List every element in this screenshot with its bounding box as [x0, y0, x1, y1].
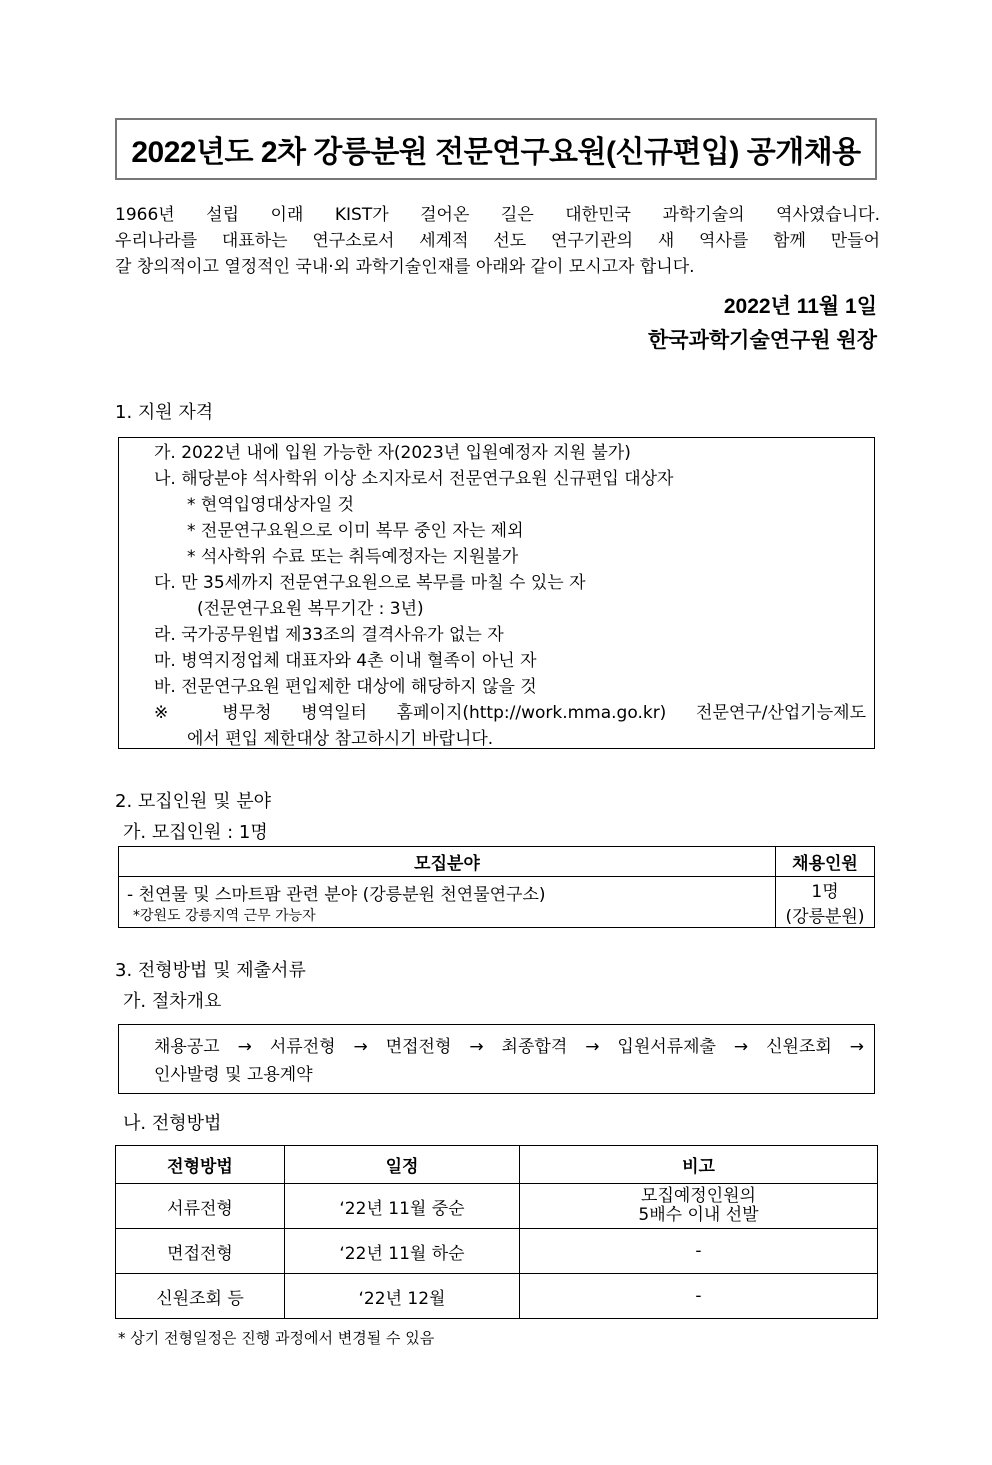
notice-item: ※ 병무청 병역일터 홈페이지(http://work.mma.go.kr) 전문연구/산업기능제도: [154, 703, 866, 723]
qualification-subitem: * 현역입영대상자일 것: [187, 495, 355, 515]
note-line: 5배수 이내 선발: [638, 1205, 759, 1225]
intro-line: 갈 창의적이고 열정적인 국내·외 과학기술인재를 아래와 같이 모시고자 합니다.: [115, 257, 695, 277]
qualification-item: 가. 2022년 내에 입원 가능한 자(2023년 입원예정자 지원 불가): [154, 443, 631, 463]
qualification-item: 마. 병역지정업체 대표자와 4촌 이내 혈족이 아닌 자: [154, 651, 537, 671]
method-cell: 서류전형: [116, 1184, 285, 1229]
table-row: [116, 1184, 878, 1229]
section-2-heading: 2. 모집인원 및 분야: [115, 791, 272, 812]
announcement-date: 2022년 11월 1일: [723, 295, 877, 318]
schedule-cell: ‘22년 11월 중순: [285, 1184, 520, 1229]
qualification-box: [118, 437, 875, 749]
method-cell: 신원조회 등: [116, 1274, 285, 1319]
table-header: 비고: [520, 1146, 878, 1184]
note-line: 모집예정인원의: [641, 1186, 756, 1206]
intro-line: 1966년 설립 이래 KIST가 걸어온 길은 대한민국 과학기술의 역사였습니다.: [115, 205, 880, 225]
schedule-footnote: * 상기 전형일정은 진행 과정에서 변경될 수 있음: [118, 1329, 435, 1347]
method-subheading: 나. 전형방법: [123, 1113, 222, 1134]
notice-item-cont: 에서 편입 제한대상 참고하시기 바랍니다.: [187, 729, 494, 749]
procedure-box: [118, 1024, 875, 1094]
note-cell: [520, 1184, 878, 1229]
table-header: 채용인원: [776, 847, 875, 877]
table-row: [116, 1274, 878, 1319]
count-note: (강릉분원): [785, 907, 865, 927]
qualification-subitem: * 전문연구요원으로 이미 복무 중인 자는 제외: [187, 521, 524, 541]
intro-line: 우리나라를 대표하는 연구소로서 세계적 선도 연구기관의 새 역사를 함께 만들어: [115, 231, 880, 251]
schedule-cell: ‘22년 12월: [285, 1274, 520, 1319]
procedure-line: 인사발령 및 고용계약: [154, 1065, 313, 1085]
page-title-text: 2022년도 2차 강릉분원 전문연구요원(신규편입) 공개채용: [131, 136, 861, 169]
count-main: 1명: [811, 882, 839, 902]
table-header: 일정: [285, 1146, 520, 1184]
table-header: 모집분야: [119, 847, 776, 877]
procedure-line: 채용공고 → 서류전형 → 면접전형 → 최종합격 → 입원서류제출 → 신원조회 →: [154, 1037, 864, 1057]
note-cell: -: [520, 1274, 878, 1319]
count-cell: [776, 877, 875, 928]
method-cell: 면접전형: [116, 1229, 285, 1274]
page-title: [115, 118, 877, 180]
schedule-cell: ‘22년 11월 하순: [285, 1229, 520, 1274]
recruit-count-subheading: 가. 모집인원 : 1명: [123, 822, 268, 843]
signer: 한국과학기술연구원 원장: [648, 329, 877, 352]
qualification-item: 라. 국가공무원법 제33조의 결격사유가 없는 자: [154, 625, 504, 645]
table-row: [116, 1229, 878, 1274]
section-3-heading: 3. 전형방법 및 제출서류: [115, 960, 306, 981]
recruit-field-table: [118, 846, 875, 928]
procedure-subheading: 가. 절차개요: [123, 991, 222, 1012]
selection-method-table: [115, 1145, 878, 1319]
qualification-item: 바. 전문연구요원 편입제한 대상에 해당하지 않을 것: [154, 677, 537, 697]
qualification-item: 다. 만 35세까지 전문연구요원으로 복무를 마칠 수 있는 자: [154, 573, 586, 593]
field-main: - 천연물 및 스마트팜 관련 분야 (강릉분원 천연물연구소): [127, 884, 546, 905]
field-note: *강원도 강릉지역 근무 가능자: [133, 907, 316, 924]
qualification-subitem: (전문연구요원 복무기간 : 3년): [197, 599, 424, 619]
intro-paragraph: [115, 202, 880, 280]
field-cell: [119, 877, 776, 928]
qualification-subitem: * 석사학위 수료 또는 취득예정자는 지원불가: [187, 547, 519, 567]
qualification-item: 나. 해당분야 석사학위 이상 소지자로서 전문연구요원 신규편입 대상자: [154, 469, 674, 489]
section-1-heading: 1. 지원 자격: [115, 402, 214, 423]
table-header: 전형방법: [116, 1146, 285, 1184]
note-cell: -: [520, 1229, 878, 1274]
